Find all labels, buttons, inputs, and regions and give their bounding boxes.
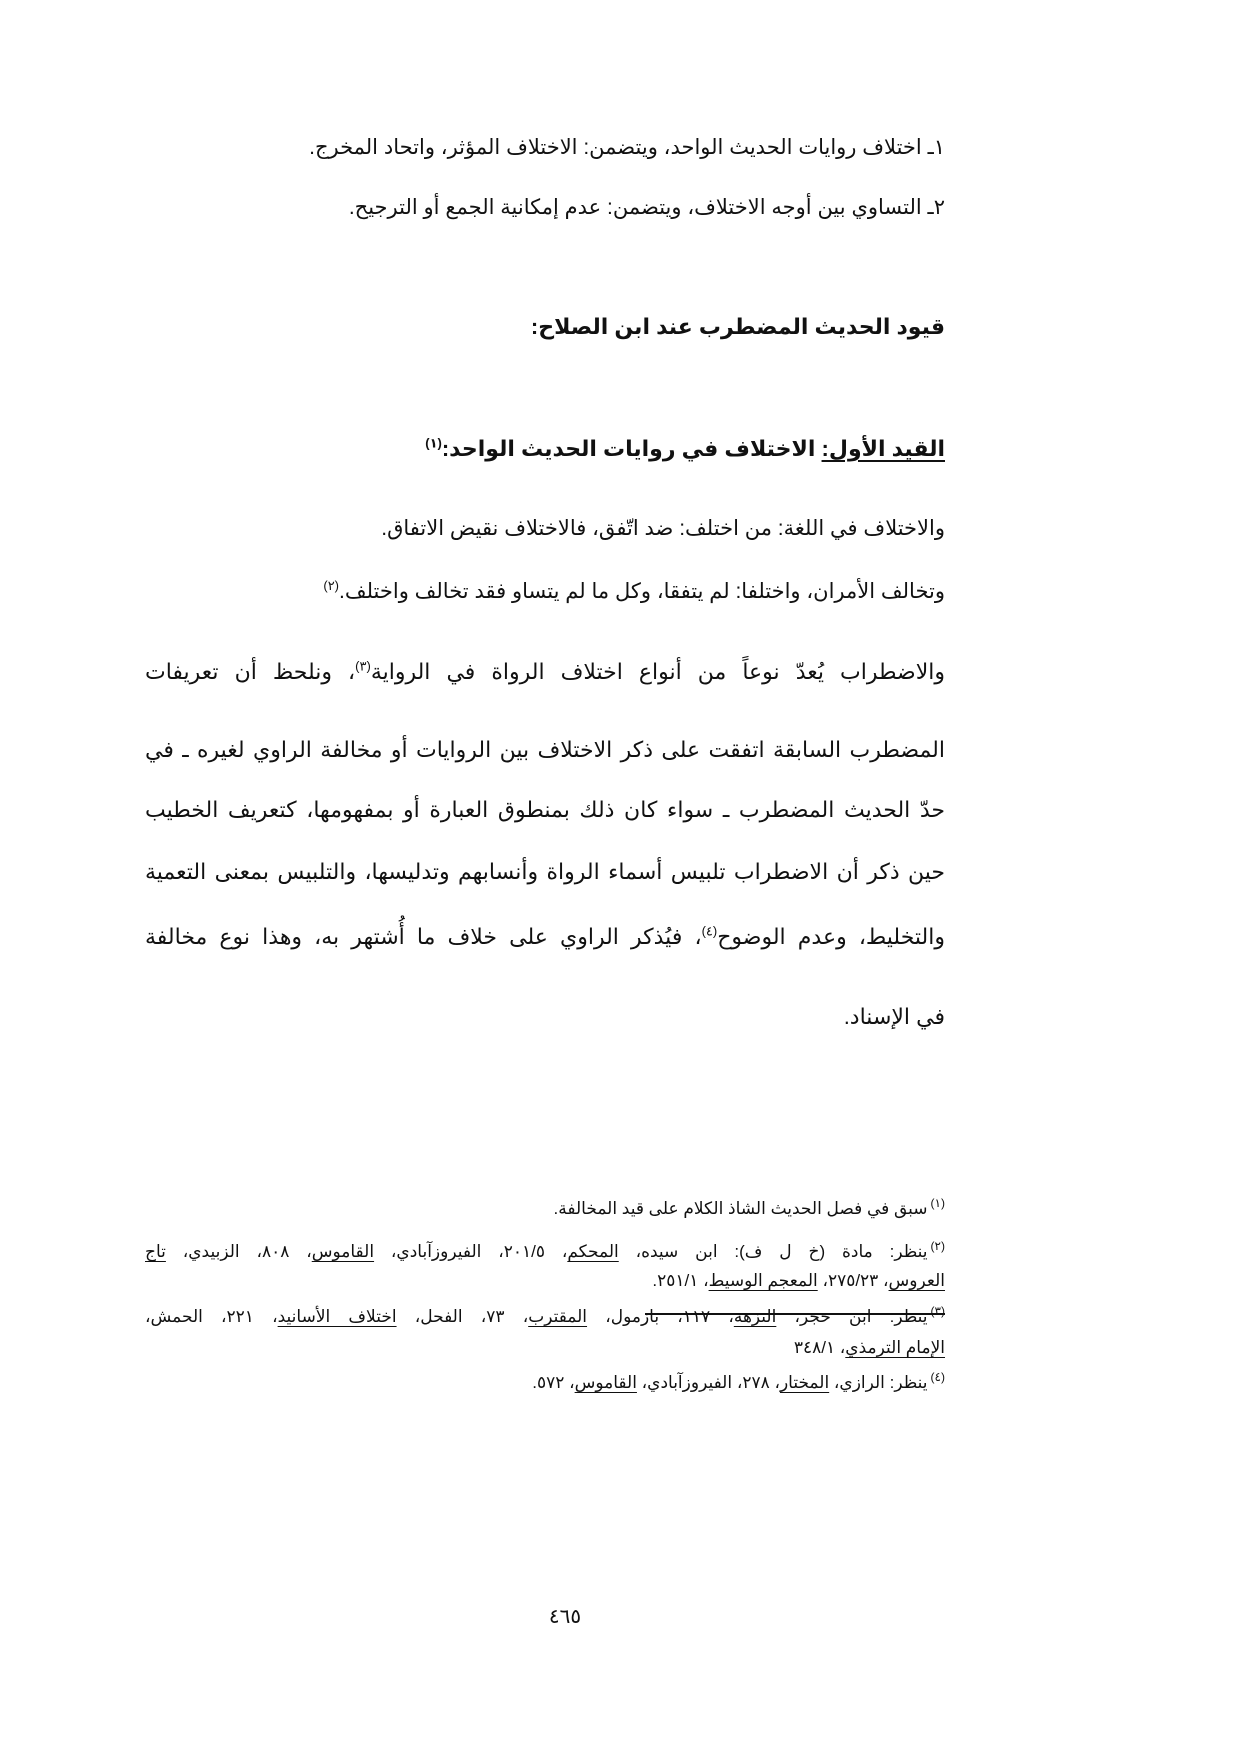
footnote-2-text: ، ٢٠١/٥، الفيروزآبادي، [374, 1242, 568, 1261]
definition-line-2 [323, 577, 945, 607]
page-number: ٤٦٥ [548, 1606, 582, 1628]
footnote-2-source: العروس [888, 1271, 945, 1290]
footnote-3-text: ينظر: ابن حجر، [776, 1307, 928, 1326]
footnote-2-source: تاج [145, 1242, 166, 1261]
footnote-ref-4: (٤) [701, 923, 718, 939]
paragraph-line-1-a: والاضطراب يُعدّ نوعاً من أنواع اختلاف الرواة في الرواية [370, 659, 945, 684]
definition-line-1: والاختلاف في اللغة: من اختلف: ضد اتّفق، فالاختلاف نقيض الاتفاق. [381, 517, 945, 540]
footnote-3-source: اختلاف الأسانيد [277, 1307, 397, 1326]
paragraph-line-1-b: ، ونلحظ أن تعريفات [145, 659, 356, 684]
paragraph-line-5-b: ، فيُذكر الراوي على خلاف ما أُشتهر به، وهذا نوع مخالفة [145, 924, 702, 949]
footnote-4 [145, 1368, 945, 1398]
paragraph-line-5-a: والتخليط، وعدم الوضوح [717, 924, 945, 949]
footnote-3-source: المقترب [528, 1307, 588, 1326]
footnote-2-line-2 [145, 1266, 945, 1296]
footnote-4-text: ، ٢٧٨، الفيروزآبادي، [636, 1373, 780, 1392]
subheading-label: القيد الأول: [821, 436, 945, 461]
footnote-2-source: المعجم الوسيط [708, 1271, 818, 1290]
footnote-2-line-1 [145, 1237, 945, 1267]
footnote-3-mark: (٣) [930, 1304, 945, 1319]
subheading [425, 434, 945, 464]
footnote-3-source: النزهة [733, 1307, 777, 1326]
footnote-2-text: ، ٨٠٨، الزبيدي، [165, 1242, 312, 1261]
footnote-1-mark: (١) [930, 1196, 945, 1211]
footnote-3-line-1 [145, 1302, 945, 1332]
footnote-3-text: ، ٣٤٨/١ [793, 1338, 846, 1357]
footnote-2-source: القاموس [311, 1242, 375, 1261]
list-item-2: ٢ـ التساوي بين أوجه الاختلاف، ويتضمن: عدم إمكانية الجمع أو الترجيح. [348, 196, 945, 219]
footnote-2-mark: (٢) [930, 1239, 945, 1254]
definition-line-2-text: وتخالف الأمران، واختلفا: لم يتفقا، وكل ما لم يتساو فقد تخالف واختلف. [339, 580, 945, 603]
footnote-ref-3: (٣) [355, 658, 371, 674]
footnote-1-text: سبق في فصل الحديث الشاذ الكلام على قيد المخالفة. [553, 1199, 928, 1218]
footnote-3-text: ، ١١٧، بازمول، [587, 1307, 734, 1326]
footnote-3-source: الإمام الترمذي [845, 1338, 945, 1357]
paragraph-line-4: حين ذكر أن الاضطراب تلبيس أسماء الرواة وأنسابهم وتدليسها، والتلبيس بمعنى التعمية [145, 859, 945, 884]
paragraph-line-2: المضطرب السابقة اتفقت على ذكر الاختلاف بين الروايات أو مخالفة الراوي لغيره ـ في [145, 737, 945, 762]
list-item-1: ١ـ اختلاف روايات الحديث الواحد، ويتضمن: الاختلاف المؤثر، واتحاد المخرج. [309, 136, 945, 159]
paragraph-line-1 [145, 657, 945, 687]
footnote-4-text: ، ٥٧٢. [532, 1373, 575, 1392]
footnote-ref-1: (١) [425, 435, 442, 451]
subheading-title: الاختلاف في روايات الحديث الواحد: [441, 436, 822, 461]
section-heading: قيود الحديث المضطرب عند ابن الصلاح: [530, 314, 945, 339]
footnote-2-text: ، ٢٧٥/٢٣، [817, 1271, 889, 1290]
footnote-4-source: القاموس [574, 1373, 637, 1392]
footnote-3-line-2 [145, 1333, 945, 1363]
footnote-4-mark: (٤) [930, 1370, 945, 1385]
footnote-1 [145, 1194, 945, 1224]
footnote-3-text: ، ٢٢١، الحمش، [145, 1307, 278, 1326]
footnote-2-text: ينظر: مادة (خ ل ف): ابن سيده، [618, 1242, 928, 1261]
paragraph-line-6: في الإسناد. [843, 1004, 945, 1029]
footnote-2-text: ، ٢٥١/١. [652, 1271, 709, 1290]
footnote-4-text: ينظر: الرازي، [829, 1373, 928, 1392]
footnote-ref-2: (٢) [323, 578, 340, 593]
footnote-2-source: المحكم [567, 1242, 619, 1261]
paragraph-line-3: حدّ الحديث المضطرب ـ سواء كان ذلك بمنطوق العبارة أو بمفهومها، كتعريف الخطيب [145, 797, 945, 822]
footnote-3-text: ، ٧٣، الفحل، [396, 1307, 529, 1326]
footnote-4-source: المختار [779, 1373, 830, 1392]
paragraph-line-5 [145, 922, 945, 952]
